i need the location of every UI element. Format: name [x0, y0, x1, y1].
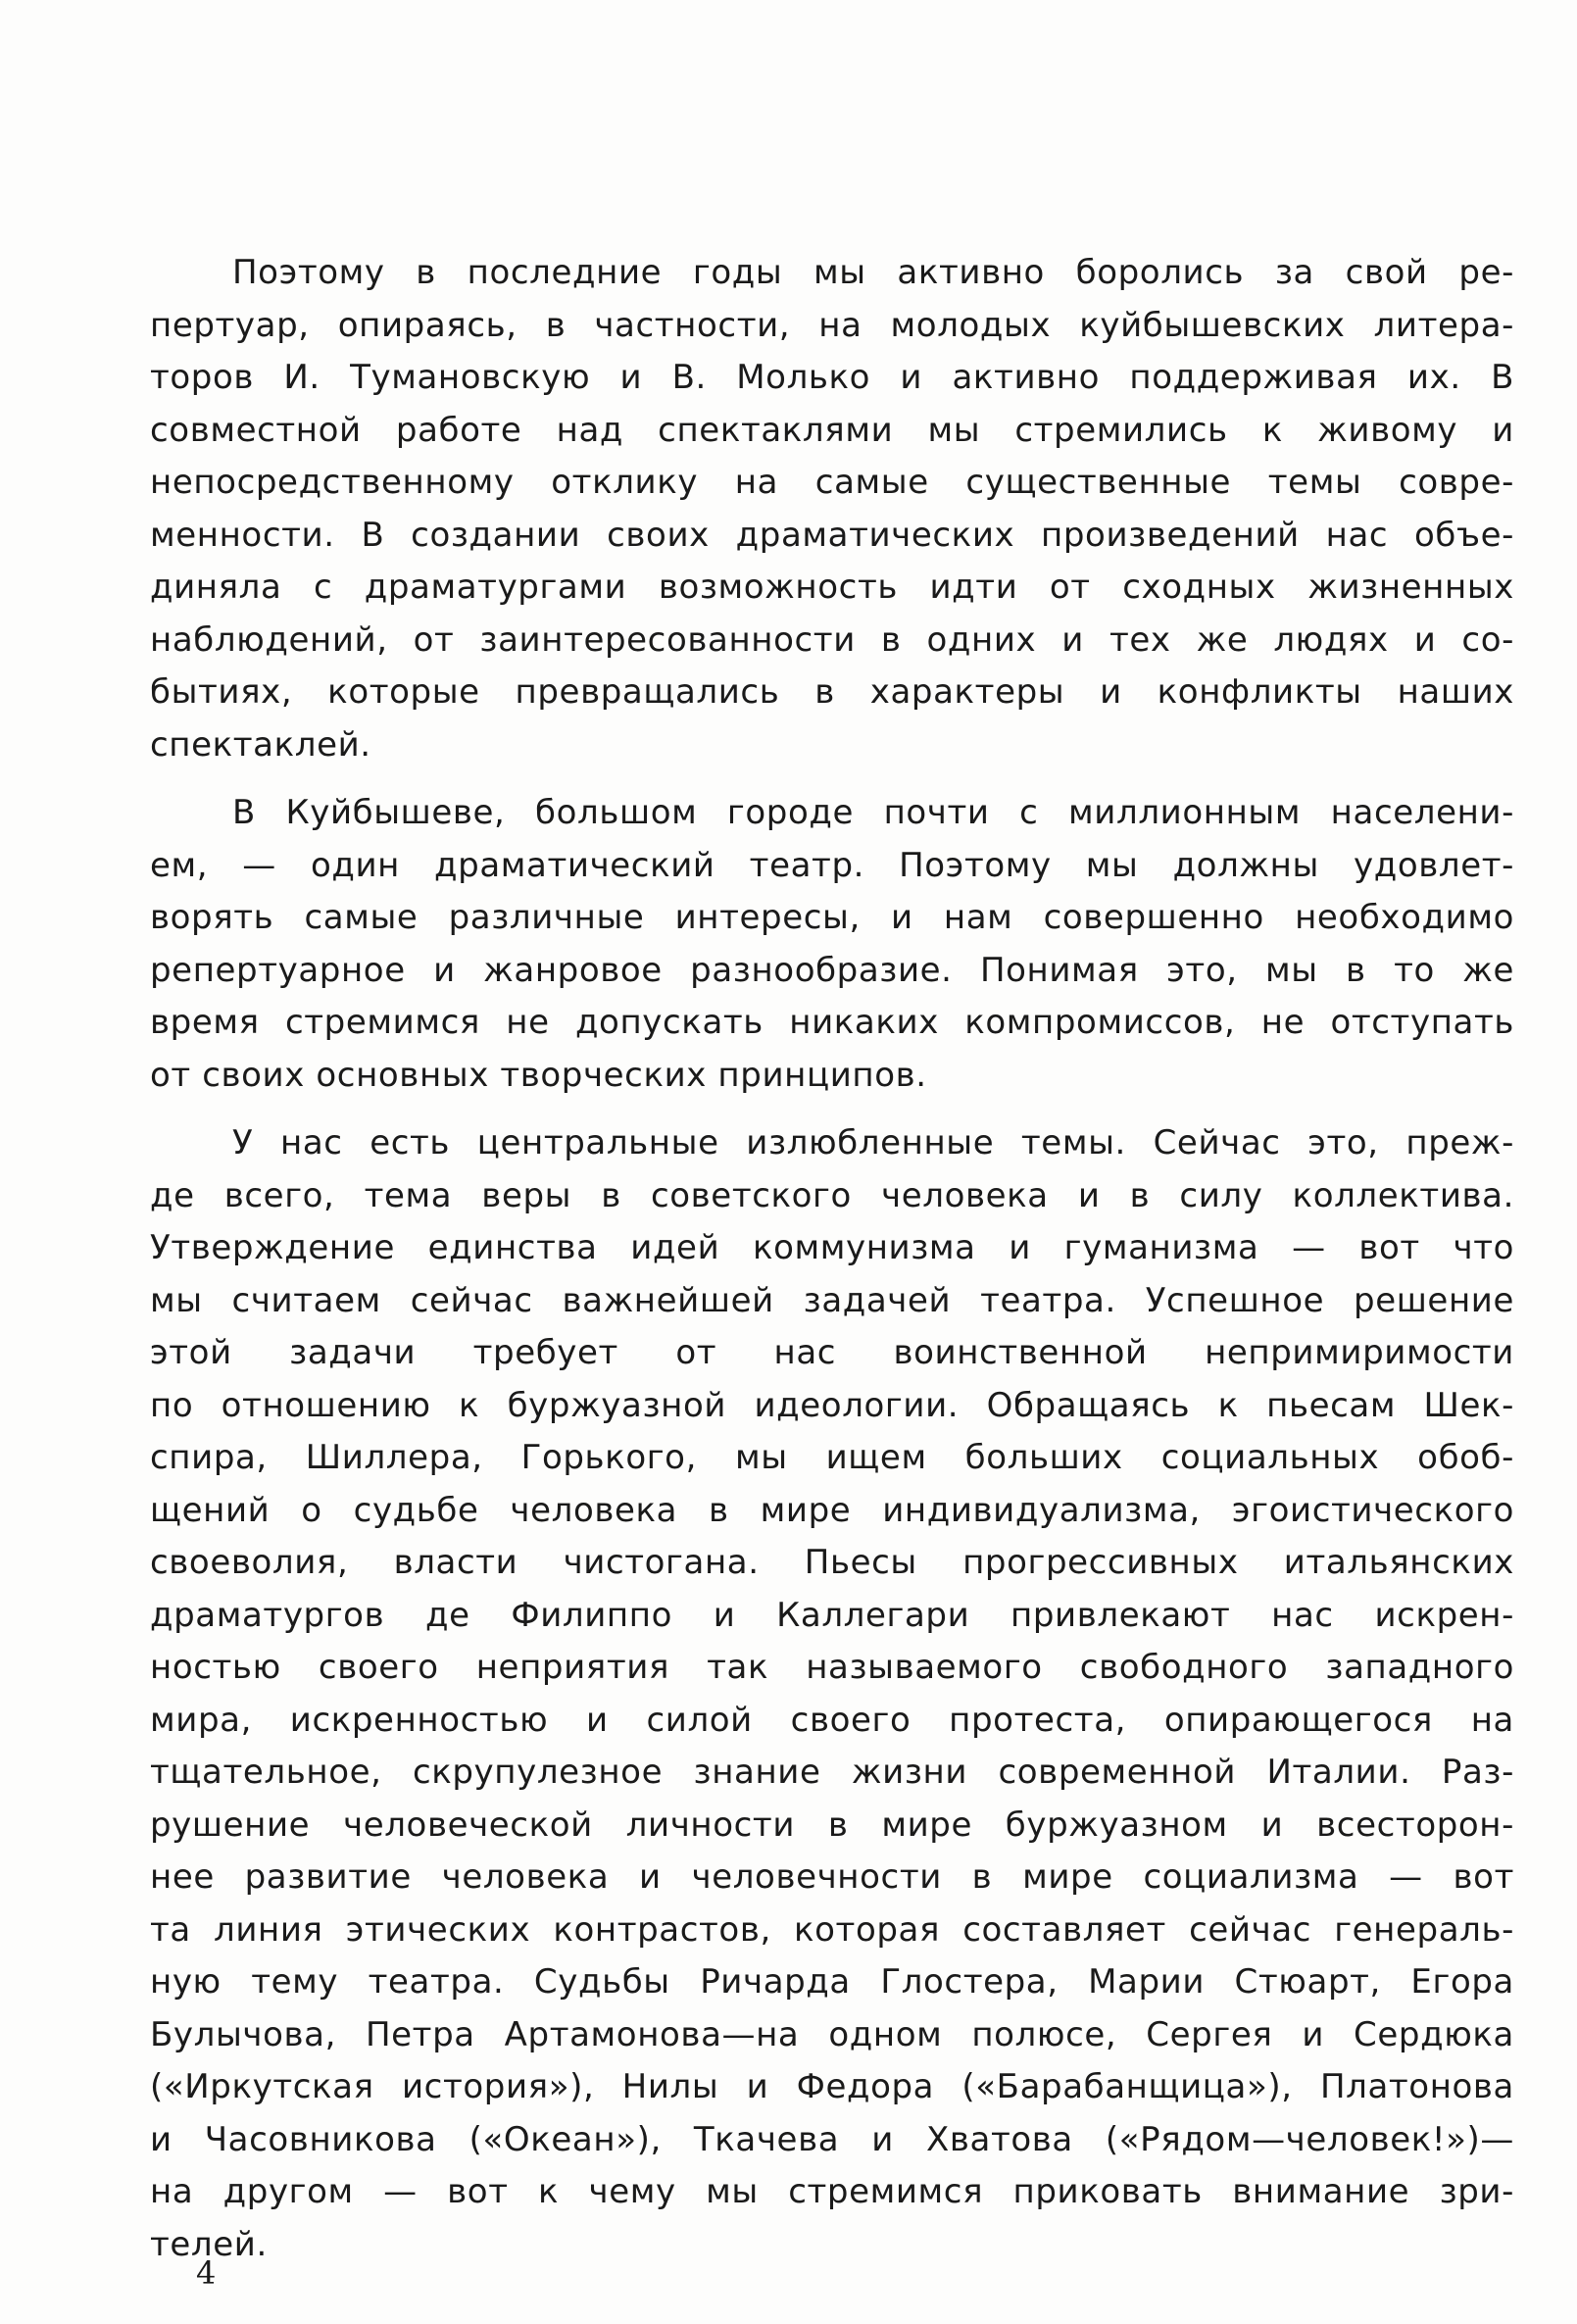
- text-line: де всего, тема веры в советского человека и в силу коллектива.: [150, 1175, 1514, 1215]
- paragraph-2: [150, 787, 1514, 1102]
- text-line: на другом — вот к чему мы стремимся приковать внимание зри-: [150, 2172, 1514, 2211]
- text-line: В Куйбышеве, большом городе почти с миллионным населени-: [232, 793, 1514, 832]
- text-line: своеволия, власти чистогана. Пьесы прогрессивных итальянских: [150, 1543, 1514, 1582]
- text-line: наблюдений, от заинтересованности в одних и тех же людях и со-: [150, 619, 1514, 660]
- text-line: драматургов де Филиппо и Каллегари привлекают нас искрен-: [150, 1595, 1514, 1635]
- text-line: телей.: [150, 2224, 268, 2264]
- text-line: щений о судьбе человека в мире индивидуализма, эгоистического: [150, 1490, 1514, 1530]
- text-line: пертуар, опираясь, в частности, на молодых куйбышевских литера-: [150, 305, 1514, 345]
- text-line: У нас есть центральные излюбленные темы. Сейчас это, преж-: [232, 1123, 1514, 1162]
- text-line: бытиях, которые превращались в характеры и конфликты наших: [150, 672, 1514, 712]
- text-line: («Иркутская история»), Нилы и Федора («Барабанщица»), Платонова: [150, 2067, 1514, 2106]
- text-line: менности. В создании своих драматических произведений нас объе-: [150, 515, 1514, 555]
- text-line: рушение человеческой личности в мире буржуазном и всесторон-: [150, 1805, 1514, 1845]
- paragraph-3: [150, 1117, 1514, 2271]
- text-line: ем, — один драматический театр. Поэтому мы должны удовлет-: [150, 845, 1514, 885]
- text-line: та линия этических контрастов, которая составляет сейчас генераль-: [150, 1909, 1514, 1950]
- text-line: Утверждение единства идей коммунизма и гуманизма — вот что: [150, 1228, 1514, 1267]
- page-number: 4: [196, 2254, 217, 2292]
- text-line: по отношению к буржуазной идеологии. Обращаясь к пьесам Шек-: [150, 1385, 1514, 1425]
- text-line: мира, искренностью и силой своего протеста, опирающегося на: [150, 1700, 1514, 1740]
- text-line: непосредственному отклику на самые существенные темы совре-: [150, 463, 1514, 502]
- text-line: спира, Шиллера, Горького, мы ищем больших социальных обоб-: [150, 1438, 1514, 1477]
- text-line: этой задачи требует от нас воинственной непримиримости: [150, 1333, 1514, 1372]
- text-line: мы считаем сейчас важнейшей задачей театра. Успешное решение: [150, 1280, 1514, 1320]
- text-line: тщательное, скрупулезное знание жизни современной Италии. Раз-: [150, 1753, 1514, 1792]
- text-line: диняла с драматургами возможность идти от сходных жизненных: [150, 568, 1514, 607]
- text-line: нее развитие человека и человечности в мире социализма — вот: [150, 1857, 1514, 1897]
- text-line: совместной работе над спектаклями мы стремились к живому и: [150, 410, 1514, 450]
- text-line: ворять самые различные интересы, и нам совершенно необходимо: [150, 898, 1514, 937]
- text-line: спектаклей.: [150, 724, 371, 765]
- text-line: и Часовникова («Океан»), Ткачева и Хватова («Рядом—человек!»)—: [150, 2119, 1514, 2159]
- text-line: торов И. Тумановскую и В. Молько и активно поддерживая их. В: [150, 358, 1514, 397]
- text-line: ную тему театра. Судьбы Ричарда Глостера, Марии Стюарт, Егора: [150, 1962, 1514, 2002]
- body-text: [150, 247, 1514, 2287]
- text-line: репертуарное и жанровое разнообразие. Понимая это, мы в то же: [150, 950, 1514, 990]
- text-line: Булычова, Петра Артамонова—на одном полюсе, Сергея и Сердюка: [150, 2014, 1514, 2054]
- text-line: ностью своего неприятия так называемого свободного западного: [150, 1648, 1514, 1687]
- text-line: Поэтому в последние годы мы активно боролись за свой ре-: [232, 253, 1514, 292]
- paragraph-1: [150, 247, 1514, 771]
- text-line: время стремимся не допускать никаких компромиссов, не отступать: [150, 1003, 1514, 1042]
- text-line: от своих основных творческих принципов.: [150, 1055, 927, 1095]
